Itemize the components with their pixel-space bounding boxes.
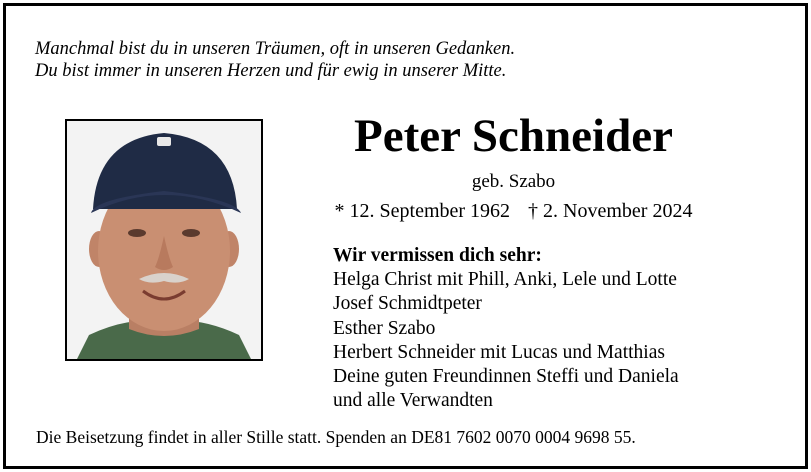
mourner-line: Deine guten Freundinnen Steffi und Daniela bbox=[333, 366, 679, 388]
portrait-photo bbox=[65, 119, 263, 361]
mourners-heading: Wir vermissen dich sehr: bbox=[333, 245, 542, 266]
mourner-line: und alle Verwandten bbox=[333, 390, 493, 412]
mourner-line: Josef Schmidtpeter bbox=[333, 293, 482, 315]
birth-name: geb. Szabo bbox=[471, 171, 556, 192]
mourner-line: Esther Szabo bbox=[333, 317, 436, 339]
mourner-line: Herbert Schneider mit Lucas und Matthias bbox=[333, 341, 665, 363]
quote-line-2: Du bist immer in unseren Herzen und für ewig in unserer Mitte. bbox=[35, 61, 507, 81]
obituary-card bbox=[3, 3, 808, 469]
memorial-quote bbox=[35, 38, 795, 82]
quote-line-1: Manchmal bist du in unseren Träumen, oft in unseren Gedanken. bbox=[35, 39, 516, 59]
portrait-icon bbox=[67, 121, 261, 359]
mourners-list bbox=[333, 244, 803, 413]
life-dates bbox=[306, 198, 721, 224]
deceased-name: Peter Schneider bbox=[354, 110, 673, 162]
mourner-line: Helga Christ mit Phill, Anki, Lele und Lotte bbox=[333, 269, 677, 291]
birth-date: * 12. September 1962 bbox=[334, 200, 511, 222]
death-date: † 2. November 2024 bbox=[528, 200, 693, 222]
burial-notice: Die Beisetzung findet in aller Stille statt. Spenden an DE81 7602 0070 0004 9698 55. bbox=[36, 427, 636, 447]
